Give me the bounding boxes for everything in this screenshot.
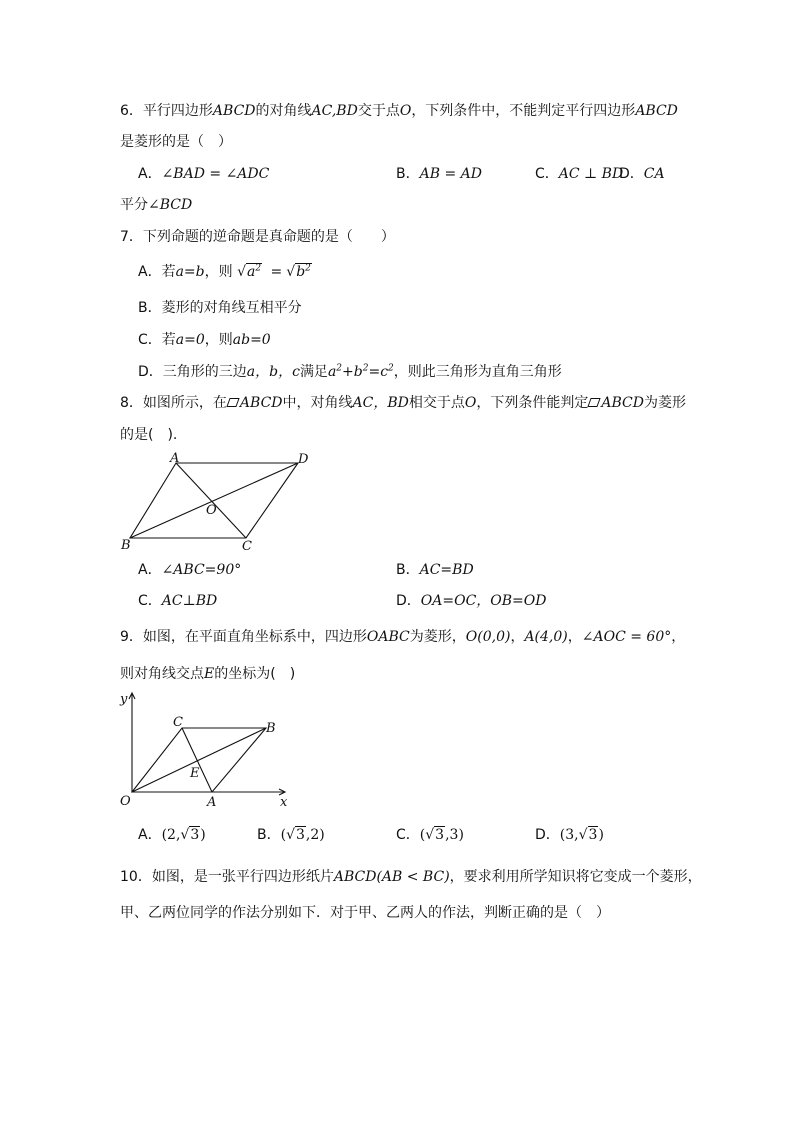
option-text: ∠BCD bbox=[148, 197, 193, 213]
label-d: D bbox=[298, 452, 309, 467]
option-text: CA bbox=[643, 166, 665, 182]
option-text: ，则 bbox=[204, 264, 233, 280]
option-text: = bbox=[270, 264, 283, 280]
option-label: C．若 bbox=[138, 332, 176, 348]
pythagoras-equation: $a^2+b^2=c^2$ bbox=[327, 363, 394, 380]
diagonal-ac bbox=[176, 463, 246, 538]
q9-option-c: C．(√3,3) bbox=[396, 827, 464, 843]
option-label: A． bbox=[138, 166, 162, 182]
q7-option-a: A．若a=b，则 $√a^2 = √b^2$ bbox=[138, 263, 311, 280]
label-x: x bbox=[280, 795, 288, 810]
q6-var: ABCD bbox=[212, 103, 256, 119]
q9-option-d: D．(3,√3) bbox=[535, 827, 604, 843]
q6-text: 交于点 bbox=[357, 103, 400, 119]
option-text: ∠BAD = ∠ADC bbox=[161, 166, 270, 182]
option-text: ab=0 bbox=[232, 332, 271, 348]
q9-stem-line2: 则对角线交点E的坐标为( ) bbox=[120, 666, 296, 682]
option-text: AB = AD bbox=[419, 166, 482, 182]
q10-stem-line2: 甲、乙两位同学的作法分别如下．对于甲、乙两人的作法，判断正确的是（ ） bbox=[120, 905, 610, 921]
q8-option-a: A．∠ABC=90° bbox=[138, 562, 242, 578]
q6-stem-line2: 是菱形的是（ ） bbox=[120, 134, 232, 150]
option-text: AC ⊥ BD bbox=[558, 166, 624, 182]
option-text: a=b bbox=[175, 264, 205, 280]
q6-stem-line1 bbox=[120, 101, 678, 121]
diagonal-bd bbox=[130, 463, 298, 538]
label-y: y bbox=[120, 692, 128, 707]
label-c: C bbox=[242, 539, 252, 554]
diagonal-ob bbox=[132, 728, 266, 792]
q8-option-b: B．AC=BD bbox=[396, 562, 474, 578]
q6-var: AC,BD bbox=[311, 103, 358, 119]
q8-stem-line2: 的是( ). bbox=[120, 427, 178, 443]
q8-stem-line1: 8．如图所示，在 ABCD中，对角线AC，BD相交于点O，下列条件能判定 ABCD为菱形 bbox=[120, 395, 686, 411]
sqrt-b2: $b^2$ bbox=[296, 263, 311, 280]
q6-var: ABCD bbox=[635, 103, 678, 119]
q6-option-c bbox=[535, 164, 623, 184]
q6-option-d bbox=[619, 164, 665, 184]
label-a: A bbox=[207, 795, 217, 810]
q9-option-a: A．(2,√3) bbox=[138, 827, 206, 843]
q6-option-d-cont bbox=[120, 195, 192, 215]
q10-stem-line1: 10．如图，是一张平行四边形纸片ABCD(AB < BC)，要求利用所学知识将它变成一个菱形， bbox=[120, 869, 702, 885]
q9-option-b: B．(√3,2) bbox=[257, 827, 325, 843]
q7-option-c bbox=[138, 330, 271, 350]
option-label: B． bbox=[396, 166, 420, 182]
option-label: C． bbox=[535, 166, 559, 182]
label-c: C bbox=[173, 715, 183, 730]
q6-text: 6．平行四边形 bbox=[120, 103, 213, 119]
label-e: E bbox=[190, 766, 200, 781]
option-label: D． bbox=[619, 166, 644, 182]
q8-parallelogram-figure bbox=[118, 448, 318, 554]
q7-stem: 7．下列命题的逆命题是真命题的是（ ） bbox=[120, 229, 395, 245]
q9-stem-line1: 9．如图，在平面直角坐标系中，四边形OABC为菱形，O(0,0)，A(4,0)，∠AOC = 60°， bbox=[120, 629, 686, 645]
sqrt-a2: $a^2$ bbox=[247, 263, 262, 280]
option-text: 平分 bbox=[120, 197, 148, 213]
label-o: O bbox=[120, 794, 131, 809]
option-text: 满足 bbox=[299, 364, 328, 380]
option-text: D．三角形的三边 bbox=[138, 364, 247, 380]
option-text: ，则 bbox=[204, 332, 233, 348]
option-text: a=0 bbox=[175, 332, 205, 348]
q6-option-b bbox=[396, 164, 482, 184]
option-text: a，b，c bbox=[246, 364, 300, 380]
option-label: A．若 bbox=[138, 264, 176, 280]
q7-option-b: B．菱形的对角线互相平分 bbox=[138, 300, 302, 316]
q8-option-c: C．AC⊥BD bbox=[138, 593, 218, 609]
label-o: O bbox=[206, 503, 217, 518]
option-text: ，则此三角形为直角三角形 bbox=[393, 364, 562, 380]
q6-text: ，下列条件中，不能判定平行四边形 bbox=[411, 103, 636, 119]
parallelogram-symbol-icon bbox=[226, 398, 239, 407]
label-b: B bbox=[121, 538, 131, 553]
parallelogram-symbol-icon bbox=[588, 398, 601, 407]
q6-option-a bbox=[138, 164, 269, 184]
q8-option-d: D．OA=OC，OB=OD bbox=[396, 593, 547, 609]
q6-text: 的对角线 bbox=[255, 103, 312, 119]
diagonal-ca bbox=[182, 728, 212, 792]
q9-coordinate-figure bbox=[116, 688, 296, 812]
label-b: B bbox=[266, 721, 276, 736]
q7-option-d bbox=[138, 362, 562, 382]
label-a: A bbox=[170, 451, 180, 466]
q6-var: O bbox=[399, 103, 412, 119]
